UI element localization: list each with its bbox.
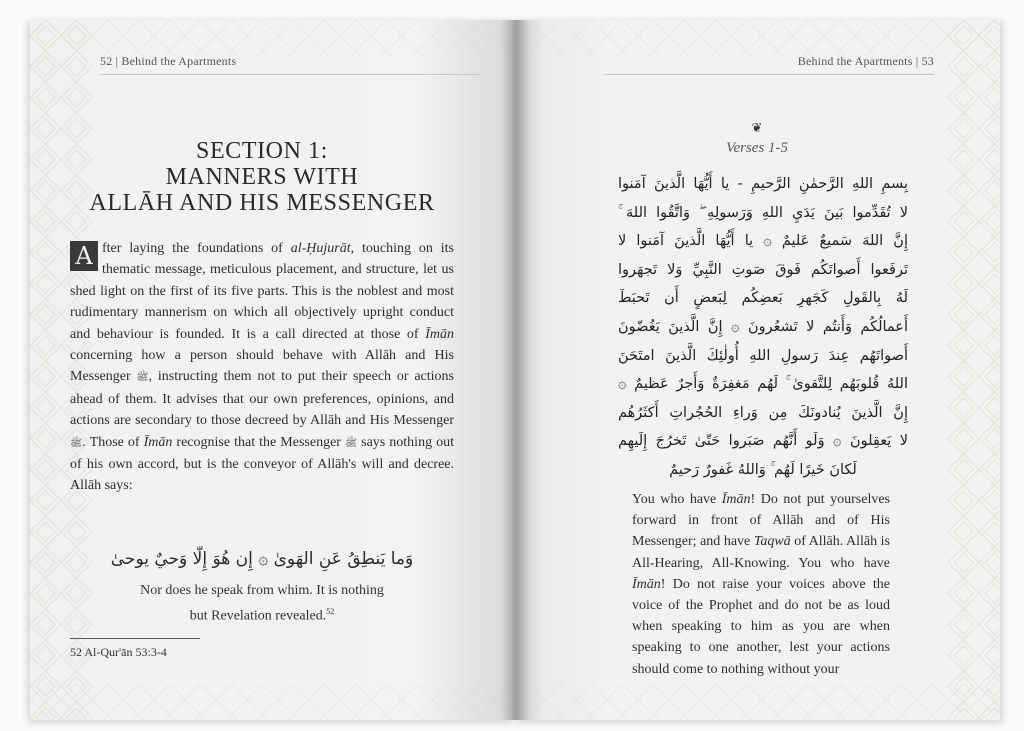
body-text: , instructing them not to put their speech or actions ahead of them. It advises that our own preferences, opinions, and actions are secondary to those decreed by Allāh and His Messenger <box>70 369 454 429</box>
translation-text: ! Do not raise your voices above the voice of the Prophet and do not be as loud when speaking to him as you are when speaking to one another, lest your actions should come to nothing without your <box>632 576 890 677</box>
quote-translation-line <box>70 601 454 627</box>
body-text: . Those of <box>82 434 144 450</box>
body-italic: Īmān <box>143 434 173 450</box>
verses-title: Verses 1-5 <box>725 140 789 156</box>
arabic-line: لَكانَ خَيرًا لَهُم ۚ وَاللهُ غَفورٌ رَحيمٌ <box>669 461 857 478</box>
geometric-pattern-border-top <box>30 20 514 56</box>
footnote: 52 Al-Qur'ān 53:3-4 <box>70 645 167 659</box>
arabic-line: إِنَّ الَّذينَ يُنادونَكَ مِن وَراءِ الحُجُراتِ أَكثَرُهُم <box>618 404 908 421</box>
translation-text: You who have <box>632 492 722 507</box>
header-rule <box>100 74 480 75</box>
arabic-line: لَهُ بِالقَولِ كَجَهرِ بَعضِكُم لِبَعضٍ أَن تَحبَطَ <box>618 290 908 307</box>
body-text: says nothing out of his own accord, but is the conveyor of Allāh's will and decree. Allāh says: <box>70 434 455 494</box>
page-header-right: Behind the Apartments | 53 <box>797 54 934 68</box>
geometric-pattern-border-bottom <box>514 684 1000 720</box>
arabic-line: إِنَّ اللهَ سَميعٌ عَليمٌ ۞ يا أَيُّهَا الَّذينَ آمَنوا لا <box>618 233 908 250</box>
section-title-line: MANNERS WITH <box>165 164 359 190</box>
honorific-icon: ﷺ <box>136 372 149 384</box>
section-title-line: SECTION 1: <box>196 138 328 164</box>
body-italic: al-Ḥujurāt <box>290 241 351 256</box>
translation-italic: Īmān <box>721 492 751 507</box>
translation-italic: Īmān <box>632 576 661 592</box>
header-rule <box>604 74 934 75</box>
translation-italic: Taqwā <box>753 534 791 550</box>
arabic-line: لا تُقَدِّموا بَينَ يَدَيِ اللهِ وَرَسولِهِ ۖ وَاتَّقُوا اللهَ ۚ <box>618 204 908 221</box>
body-text: concerning how a person should behave with Allāh and His Messenger <box>70 348 454 385</box>
quote-translation-text: but Revelation revealed. <box>189 608 327 624</box>
geometric-pattern-border-top <box>514 20 1000 56</box>
arabic-line: أَعمالُكُم وَأَنتُم لا تَشعُرونَ ۞ إِنَّ الَّذينَ يَغُضّونَ <box>618 318 908 335</box>
body-italic: Īmān <box>425 326 454 342</box>
page-header-left: 52 | Behind the Apartments <box>100 54 237 68</box>
book-spine-shadow <box>500 20 530 720</box>
dropcap: A <box>70 241 98 271</box>
honorific-icon: ﷺ <box>345 437 358 449</box>
ornament-icon: ❦ <box>751 120 763 135</box>
geometric-pattern-border-bottom <box>30 684 514 720</box>
section-body <box>70 238 454 497</box>
translation-text: ! Do not put yourselves forward in front of Allāh and of His Messenger; and have <box>632 492 890 550</box>
right-page <box>514 20 1000 720</box>
arabic-line: أَصواتَهُم عِندَ رَسولِ اللهِ أُولٰئِكَ الَّذينَ امتَحَنَ <box>618 347 908 364</box>
translation-text: of Allāh. Allāh is All-Hearing, All-Knowing. You who have <box>632 534 890 571</box>
quote-translation <box>70 580 454 627</box>
arabic-line: تَرفَعوا أَصواتَكُم فَوقَ صَوتِ النَّبِيِّ وَلا تَجهَروا <box>618 261 908 278</box>
verses-translation <box>632 489 890 680</box>
quote-translation-line: Nor does he speak from whim. It is nothing <box>140 583 384 598</box>
body-text: , touching on its thematic message, meticulous placement, and structure, let us shed light on the first of its five parts. This is the noblest and most rudimentary mannerism on which all objectively upright conduct and behaviour is founded. It is a call directed at those of <box>70 241 454 342</box>
footnote-reference[interactable]: 52 <box>326 607 335 616</box>
body-text: fter laying the foundations of <box>102 241 291 256</box>
section-title <box>70 138 454 216</box>
honorific-icon: ﷺ <box>70 437 83 449</box>
footnote-rule <box>70 638 200 639</box>
arabic-line: لا يَعقِلونَ ۞ وَلَو أَنَّهُم صَبَروا حَتّىٰ تَخرُجَ إِلَيهِم <box>618 433 908 450</box>
section-title-line: ALLĀH AND HIS MESSENGER <box>89 190 435 216</box>
body-text: recognise that the Messenger <box>172 434 345 450</box>
arabic-line: اللهُ قُلوبَهُم لِلتَّقوىٰ ۚ لَهُم مَغفِرَةٌ وَأَجرٌ عَظيمٌ ۞ <box>618 376 908 393</box>
arabic-quote: وَما يَنطِقُ عَنِ الهَوىٰ ۞ إِن هُوَ إِلّا وَحيٌ يوحىٰ <box>110 549 414 569</box>
arabic-line: بِسمِ اللهِ الرَّحمٰنِ الرَّحيمِ - يا أَيُّهَا الَّذينَ آمَنوا <box>618 176 908 192</box>
arabic-verses <box>618 170 908 485</box>
